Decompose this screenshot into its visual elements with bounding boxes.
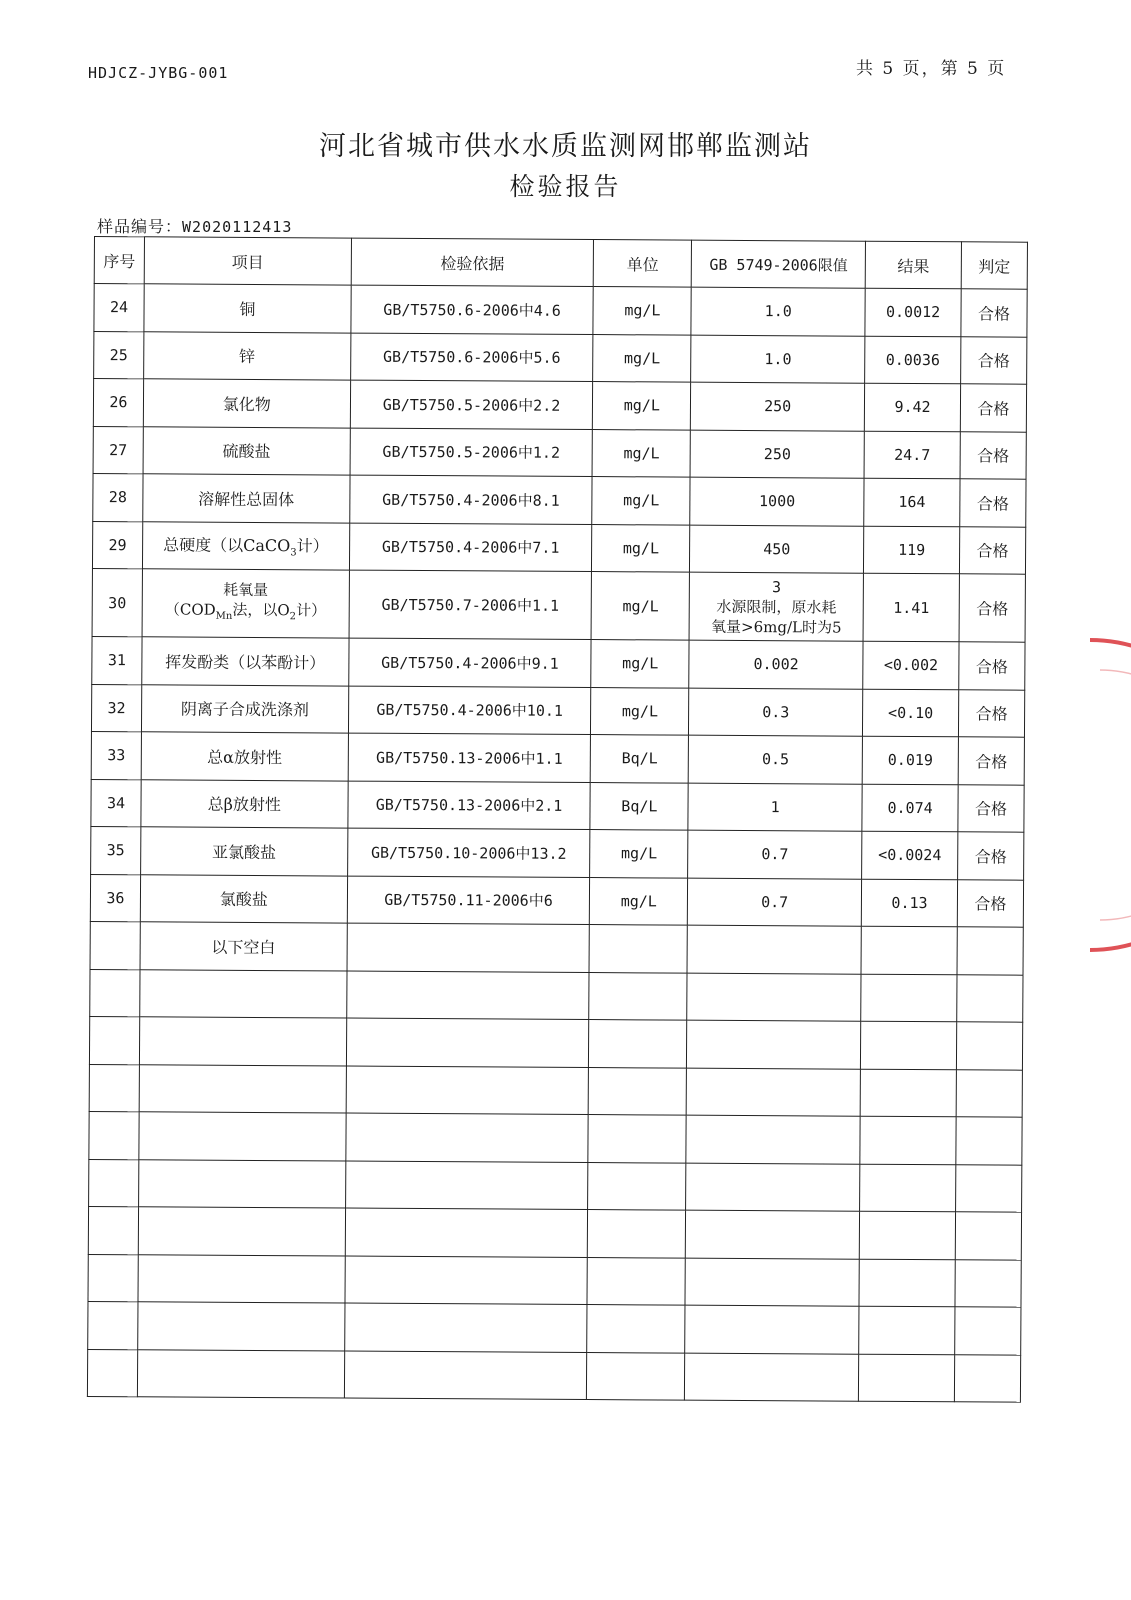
col-header-result: 结果 — [865, 241, 961, 289]
table-row-empty — [88, 1301, 1021, 1354]
cell-unit: mg/L — [593, 287, 691, 335]
col-header-verdict: 判定 — [961, 242, 1027, 289]
cell-limit: 0.7 — [688, 830, 862, 879]
cell-empty — [589, 925, 687, 973]
cell-empty — [859, 1259, 955, 1307]
cell-empty — [89, 1064, 139, 1112]
cell-result: 0.019 — [862, 736, 958, 784]
col-header-limit: GB 5749-2006限值 — [692, 240, 866, 288]
table-row-empty — [89, 1111, 1022, 1164]
cell-limit: 0.002 — [689, 640, 863, 689]
cell-unit: mg/L — [593, 334, 691, 382]
cell-empty — [956, 1117, 1022, 1165]
cell-empty — [685, 1353, 859, 1402]
cell-item — [142, 521, 349, 570]
cell-empty — [685, 1305, 859, 1354]
cell-verdict: 合格 — [958, 737, 1024, 785]
cell-empty — [346, 971, 589, 1020]
cell-empty — [588, 1210, 686, 1258]
cell-empty — [588, 1162, 686, 1210]
col-header-no: 序号 — [94, 237, 144, 284]
official-seal-stamp — [1030, 630, 1131, 960]
cell-verdict: 合格 — [960, 384, 1026, 432]
table-row-empty — [88, 1206, 1021, 1259]
cell-no: 25 — [94, 331, 144, 379]
cell-empty — [589, 1020, 687, 1068]
cell-empty — [685, 1258, 859, 1307]
cell-unit: mg/L — [592, 477, 690, 525]
cell-empty — [347, 923, 590, 972]
limit-line: 3 — [772, 577, 782, 596]
cell-method: GB/T5750.5-2006中2.2 — [350, 380, 593, 429]
item-subscript: 3 — [290, 547, 297, 559]
cell-unit: mg/L — [592, 429, 690, 477]
table-row — [93, 426, 1026, 479]
cell-item: 硫酸盐 — [143, 426, 350, 475]
seal-arc — [1090, 640, 1131, 950]
cell-item: 总β放射性 — [141, 779, 348, 828]
cell-result: <0.10 — [863, 689, 959, 737]
table-row — [94, 331, 1027, 384]
limit-line: 氧量>6mg/L时为5 — [711, 617, 842, 637]
cell-empty — [589, 972, 687, 1020]
cell-result: 1.41 — [863, 573, 959, 642]
cell-limit: 1000 — [690, 477, 864, 526]
cell-unit: Bq/L — [591, 735, 689, 783]
cell-no: 33 — [91, 731, 141, 779]
cell-empty — [686, 1163, 860, 1212]
cell-no: 34 — [91, 779, 141, 827]
cell-method: GB/T5750.6-2006中5.6 — [350, 333, 593, 382]
cell-empty — [88, 1206, 138, 1254]
cell-item: 亚氯酸盐 — [141, 827, 348, 876]
cell-no: 35 — [91, 826, 141, 874]
cell-empty — [687, 973, 861, 1022]
table-row — [92, 521, 1025, 574]
cell-verdict: 合格 — [961, 289, 1027, 337]
cell-verdict: 合格 — [960, 431, 1026, 479]
cell-no: 36 — [90, 874, 140, 922]
cell-empty — [588, 1115, 686, 1163]
cell-empty — [687, 1020, 861, 1069]
item-line — [145, 599, 347, 627]
table-header-row — [94, 237, 1027, 290]
cell-empty — [345, 1161, 588, 1210]
cell-limit: 450 — [690, 525, 864, 574]
item-subscript: 2 — [289, 611, 297, 623]
table-row-empty — [89, 1159, 1022, 1212]
col-header-item: 项目 — [144, 237, 351, 285]
cell-unit: mg/L — [591, 572, 689, 641]
table-row — [91, 684, 1024, 737]
cell-result: 9.42 — [864, 383, 960, 431]
cell-empty — [687, 925, 861, 974]
cell-empty — [861, 974, 957, 1022]
table-row-empty — [87, 1349, 1020, 1402]
cell-verdict: 合格 — [959, 642, 1025, 690]
cell-unit: mg/L — [592, 524, 690, 572]
cell-verdict: 合格 — [957, 879, 1023, 927]
cell-result: 164 — [864, 478, 960, 526]
cell-unit: mg/L — [590, 877, 688, 925]
table-row-empty — [89, 1064, 1022, 1117]
cell-result: 0.074 — [862, 784, 958, 832]
cell-method: GB/T5750.11-2006中6 — [347, 876, 590, 925]
cell-limit: 1.0 — [691, 287, 865, 336]
report-title: 检验报告 — [509, 172, 622, 201]
cell-empty — [139, 1159, 346, 1208]
cell-empty — [89, 1016, 139, 1064]
cell-limit — [689, 572, 863, 641]
table-row-empty — [89, 1016, 1022, 1069]
cell-result: <0.0024 — [862, 831, 958, 879]
table-row — [93, 473, 1026, 526]
cell-empty — [860, 1164, 956, 1212]
cell-limit: 0.5 — [688, 735, 862, 784]
cell-empty — [587, 1257, 685, 1305]
cell-empty — [686, 1115, 860, 1164]
cell-unit: mg/L — [591, 640, 689, 688]
cell-empty — [139, 1017, 346, 1066]
cell-limit: 1 — [688, 783, 862, 832]
table-row-empty — [88, 1254, 1021, 1307]
cell-empty — [589, 1067, 687, 1115]
cell-empty — [346, 1066, 589, 1115]
cell-empty — [138, 1207, 345, 1256]
cell-no: 32 — [91, 684, 141, 732]
cell-empty — [139, 1064, 346, 1113]
table-row-blank-note — [90, 921, 1023, 974]
cell-empty — [957, 974, 1023, 1022]
cell-item: 挥发酚类（以苯酚计） — [142, 637, 349, 686]
table-row-empty — [90, 969, 1023, 1022]
cell-item: 阴离子合成洗涤剂 — [141, 684, 348, 733]
cell-unit: mg/L — [593, 382, 691, 430]
cell-empty — [140, 969, 347, 1018]
cell-no: 28 — [93, 473, 143, 521]
cell-verdict: 合格 — [958, 784, 1024, 832]
cell-empty — [346, 1018, 589, 1067]
cell-verdict: 合格 — [961, 336, 1027, 384]
cell-result: 119 — [864, 526, 960, 574]
table-row — [91, 779, 1024, 832]
cell-item: 锌 — [144, 331, 351, 380]
cell-method: GB/T5750.4-2006中10.1 — [348, 686, 591, 735]
cell-result: 0.13 — [861, 879, 957, 927]
cell-result: 0.0036 — [865, 336, 961, 384]
limit-line: 水源限制，原水耗 — [716, 597, 837, 617]
cell-result: 24.7 — [864, 431, 960, 479]
cell-empty — [90, 921, 140, 969]
item-text: 总硬度（以CaCO — [163, 535, 291, 556]
cell-empty — [860, 1116, 956, 1164]
cell-method: GB/T5750.10-2006中13.2 — [347, 828, 590, 877]
cell-empty — [954, 1354, 1020, 1402]
cell-unit: Bq/L — [590, 782, 688, 830]
table-body — [87, 284, 1027, 1403]
cell-empty — [861, 1021, 957, 1069]
cell-empty — [955, 1259, 1021, 1307]
cell-verdict: 合格 — [958, 689, 1024, 737]
cell-verdict: 合格 — [959, 526, 1025, 574]
cell-limit: 1.0 — [691, 335, 865, 384]
cell-method: GB/T5750.4-2006中8.1 — [349, 475, 592, 524]
cell-empty — [686, 1210, 860, 1259]
cell-item — [142, 569, 349, 638]
table-row — [91, 826, 1024, 879]
cell-empty — [345, 1256, 588, 1305]
cell-empty — [861, 926, 957, 974]
cell-method: GB/T5750.4-2006中7.1 — [349, 523, 592, 572]
cell-result: <0.002 — [863, 641, 959, 689]
table-row — [92, 636, 1025, 689]
cell-empty — [859, 1211, 955, 1259]
cell-method: GB/T5750.4-2006中9.1 — [348, 638, 591, 687]
item-text: 法，以O — [232, 600, 290, 620]
item-subscript: Mn — [215, 610, 233, 622]
item-text: （COD — [164, 600, 216, 619]
sample-number-label: 样品编号： — [97, 217, 183, 236]
cell-no: 29 — [92, 521, 142, 569]
cell-verdict: 合格 — [960, 479, 1026, 527]
blank-note: 以下空白 — [140, 922, 347, 971]
cell-empty — [138, 1302, 345, 1351]
cell-limit: 0.7 — [688, 878, 862, 927]
cell-item: 溶解性总固体 — [143, 474, 350, 523]
cell-limit: 250 — [690, 430, 864, 479]
cell-empty — [955, 1307, 1021, 1355]
cell-empty — [139, 1112, 346, 1161]
report-org-title: 河北省城市供水水质监测网邯郸监测站 — [319, 131, 812, 162]
table-row — [92, 568, 1025, 642]
cell-empty — [90, 969, 140, 1017]
cell-empty — [858, 1354, 954, 1402]
cell-empty — [344, 1303, 587, 1352]
cell-item: 总α放射性 — [141, 732, 348, 781]
results-table — [87, 236, 1028, 1403]
cell-empty — [137, 1349, 344, 1398]
cell-item: 氯酸盐 — [140, 874, 347, 923]
cell-result: 0.0012 — [865, 288, 961, 336]
cell-no: 31 — [92, 636, 142, 684]
item-line: 耗氧量 — [223, 580, 269, 600]
cell-verdict: 合格 — [959, 574, 1025, 642]
cell-empty — [956, 1022, 1022, 1070]
item-text: 计） — [296, 601, 327, 620]
cell-method: GB/T5750.7-2006中1.1 — [349, 570, 592, 639]
cell-empty — [956, 1164, 1022, 1212]
cell-empty — [587, 1352, 685, 1400]
cell-item: 铜 — [144, 284, 351, 333]
cell-unit: mg/L — [590, 830, 688, 878]
cell-empty — [955, 1212, 1021, 1260]
cell-no: 27 — [93, 426, 143, 474]
cell-empty — [344, 1351, 587, 1400]
cell-no: 24 — [94, 284, 144, 332]
col-header-method: 检验依据 — [351, 238, 594, 286]
cell-no: 30 — [92, 568, 142, 636]
table-row — [94, 284, 1027, 337]
col-header-unit: 单位 — [594, 240, 692, 288]
cell-empty — [89, 1159, 139, 1207]
cell-empty — [346, 1113, 589, 1162]
page-info: 共 5 页，第 5 页 — [856, 59, 1007, 79]
sample-number-line — [97, 214, 292, 237]
cell-item: 氯化物 — [143, 379, 350, 428]
cell-unit: mg/L — [591, 687, 689, 735]
item-text: 计） — [296, 536, 329, 556]
cell-method: GB/T5750.5-2006中1.2 — [350, 428, 593, 477]
cell-empty — [686, 1068, 860, 1117]
table-row — [91, 731, 1024, 784]
cell-empty — [956, 1069, 1022, 1117]
table-row — [90, 874, 1023, 927]
cell-method: GB/T5750.13-2006中1.1 — [348, 733, 591, 782]
document-code: HDJCZ-JYBG-001 — [88, 64, 229, 82]
cell-no: 26 — [93, 379, 143, 427]
seal-inner-arc — [1100, 670, 1131, 920]
cell-empty — [89, 1111, 139, 1159]
cell-empty — [138, 1254, 345, 1303]
cell-empty — [88, 1254, 138, 1302]
sample-number: W2020112413 — [182, 218, 293, 236]
cell-empty — [87, 1349, 137, 1397]
cell-method: GB/T5750.13-2006中2.1 — [348, 781, 591, 830]
cell-verdict: 合格 — [958, 832, 1024, 880]
cell-empty — [88, 1301, 138, 1349]
cell-method: GB/T5750.6-2006中4.6 — [351, 285, 594, 334]
cell-empty — [587, 1305, 685, 1353]
cell-empty — [957, 927, 1023, 975]
cell-empty — [345, 1208, 588, 1257]
table-row — [93, 379, 1026, 432]
cell-empty — [860, 1069, 956, 1117]
cell-empty — [859, 1306, 955, 1354]
cell-limit: 0.3 — [689, 688, 863, 737]
cell-limit: 250 — [691, 382, 865, 431]
